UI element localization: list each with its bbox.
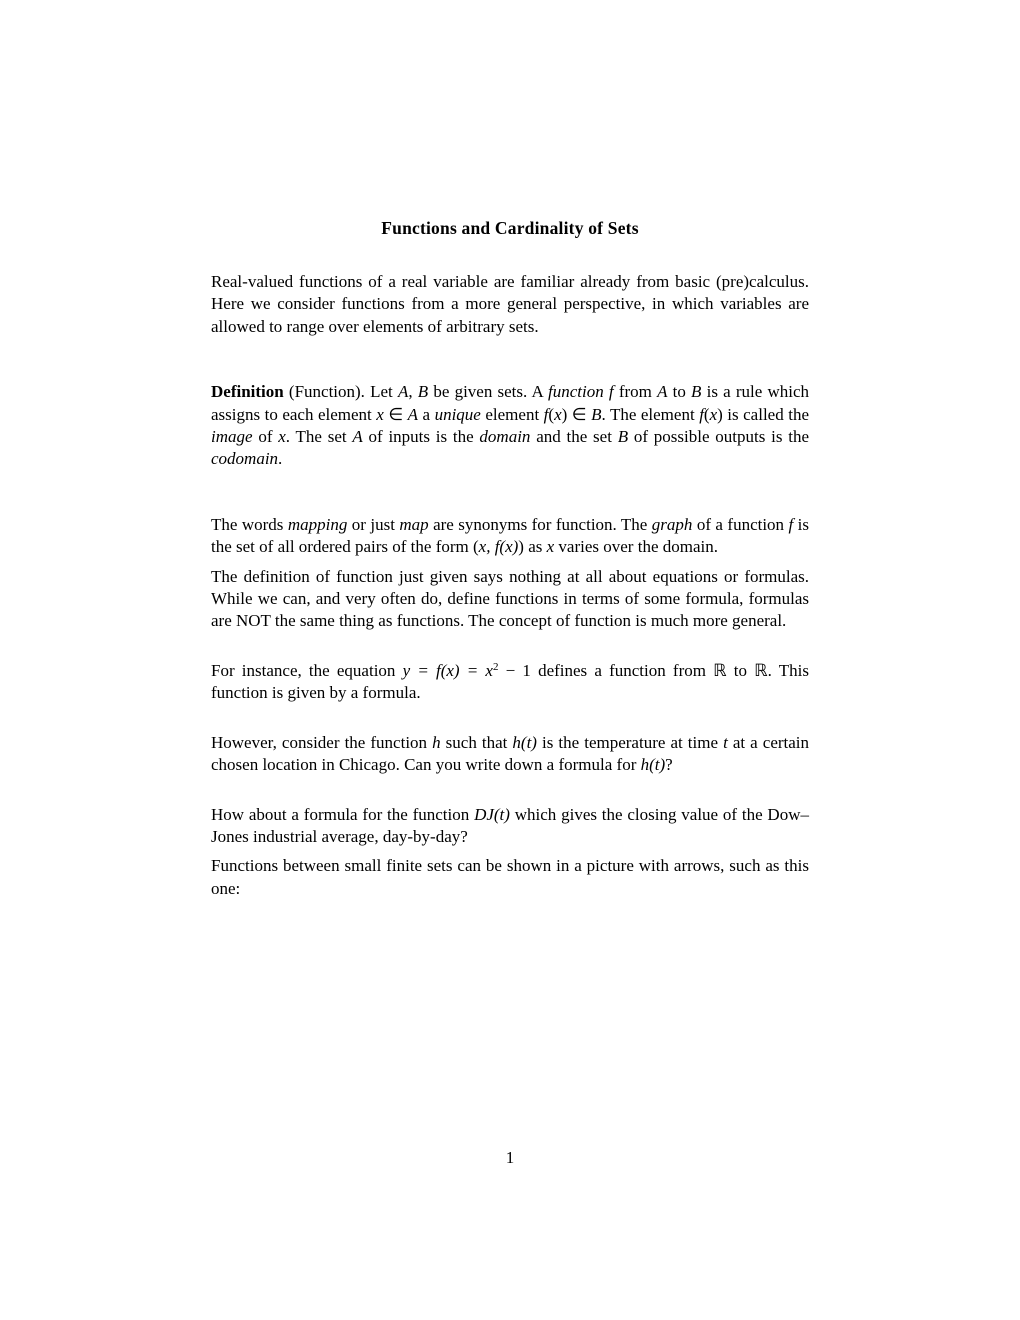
document-title: Functions and Cardinality of Sets xyxy=(381,218,639,238)
text: ? xyxy=(665,755,673,775)
text: or just xyxy=(347,514,400,534)
document-content xyxy=(211,0,809,900)
italic-text: x xyxy=(709,404,718,424)
text: Functions between small finite sets can be shown in a picture with arrows, such as this one: xyxy=(211,856,809,898)
text: of possible outputs is the xyxy=(628,427,809,447)
text: are synonyms for function. The xyxy=(428,514,652,534)
paragraph xyxy=(211,732,809,777)
italic-text: B xyxy=(691,382,702,402)
italic-text: image xyxy=(211,427,253,447)
text: . The element xyxy=(601,404,700,424)
paragraph xyxy=(211,855,809,900)
text: The definition of function just given says nothing at all about equations or formulas. While we can, and very often do, define functions in terms of some formula, formulas are NOT the same thing as functions. The concept of function is much more general. xyxy=(211,566,809,631)
superscript-text: 2 xyxy=(492,660,499,673)
text: of xyxy=(252,427,279,447)
italic-text: x, f(x) xyxy=(478,537,519,557)
paragraphs-container xyxy=(211,271,809,900)
italic-text: A xyxy=(407,404,419,424)
italic-text: h(t) xyxy=(640,755,666,775)
text: Real-valued functions of a real variable are familiar already from basic (pre)calculus. Here we consider functions from a more general perspective, in which variables are allowed to range over elements of arbitrary sets. xyxy=(211,272,809,336)
text: − 1 defines a function from ℝ to ℝ. This function is given by a formula. xyxy=(211,660,809,703)
text: ( xyxy=(703,404,710,424)
text: ) ∈ xyxy=(561,404,592,424)
paragraph xyxy=(211,381,809,471)
italic-text: h xyxy=(432,732,441,752)
italic-text: A xyxy=(397,382,409,402)
paragraph xyxy=(211,271,809,338)
bold-text: Definition xyxy=(211,382,284,402)
italic-text: y = f(x) = x xyxy=(402,660,493,680)
text: ( xyxy=(548,404,555,424)
text: How about a formula for the function xyxy=(211,804,475,824)
page-number: 1 xyxy=(505,1148,515,1167)
italic-text: x xyxy=(546,537,555,557)
italic-text: t xyxy=(723,732,728,752)
italic-text: f xyxy=(699,404,704,424)
text: ) as xyxy=(518,537,547,557)
text: of a function xyxy=(692,514,789,534)
italic-text: unique xyxy=(434,404,481,424)
paragraph xyxy=(211,566,809,633)
paragraph xyxy=(211,660,809,705)
italic-text: A xyxy=(352,427,363,447)
italic-text: function f xyxy=(548,382,614,402)
text: . xyxy=(278,449,283,469)
italic-text: f xyxy=(543,404,549,424)
italic-text: graph xyxy=(651,514,693,534)
text: ∈ xyxy=(383,404,408,424)
text: to xyxy=(667,382,692,402)
text: which gives the closing value of the Dow–Jones industrial average, day-by-day? xyxy=(211,804,809,846)
paragraph xyxy=(211,514,809,559)
text: and the set xyxy=(530,427,618,447)
text: , xyxy=(408,382,418,402)
text: . The set xyxy=(285,427,353,447)
text: from xyxy=(613,382,658,402)
text: varies over the domain. xyxy=(554,537,718,557)
text: be given sets. A xyxy=(428,382,549,402)
italic-text: DJ(t) xyxy=(474,804,510,824)
text: is a rule which assigns to each element xyxy=(211,382,810,424)
italic-text: f xyxy=(788,514,794,534)
italic-text: domain xyxy=(479,427,531,447)
italic-text: map xyxy=(399,514,429,534)
italic-text: x xyxy=(376,404,384,424)
italic-text: B xyxy=(417,382,429,402)
text: a xyxy=(418,404,435,424)
text: The words xyxy=(211,514,288,534)
italic-text: mapping xyxy=(287,514,348,534)
italic-text: A xyxy=(657,382,668,402)
text: of inputs is the xyxy=(362,427,480,447)
text: ) is called the xyxy=(717,404,809,424)
text: However, consider the function xyxy=(211,732,433,752)
text: is the temperature at time xyxy=(536,732,724,752)
italic-text: h(t) xyxy=(512,732,537,752)
text: For instance, the equation xyxy=(211,660,403,680)
text: at a certain chosen location in Chicago. Can you write down a formula for xyxy=(211,732,810,775)
text: is the set of all ordered pairs of the form ( xyxy=(211,514,809,557)
italic-text: B xyxy=(617,427,629,447)
italic-text: codomain xyxy=(211,449,279,469)
italic-text: B xyxy=(591,404,602,424)
text: (Function). Let xyxy=(283,382,398,402)
italic-text: x xyxy=(278,427,286,447)
italic-text: x xyxy=(554,404,562,424)
text: such that xyxy=(440,732,513,752)
text: element xyxy=(480,404,544,424)
paragraph xyxy=(211,804,809,849)
